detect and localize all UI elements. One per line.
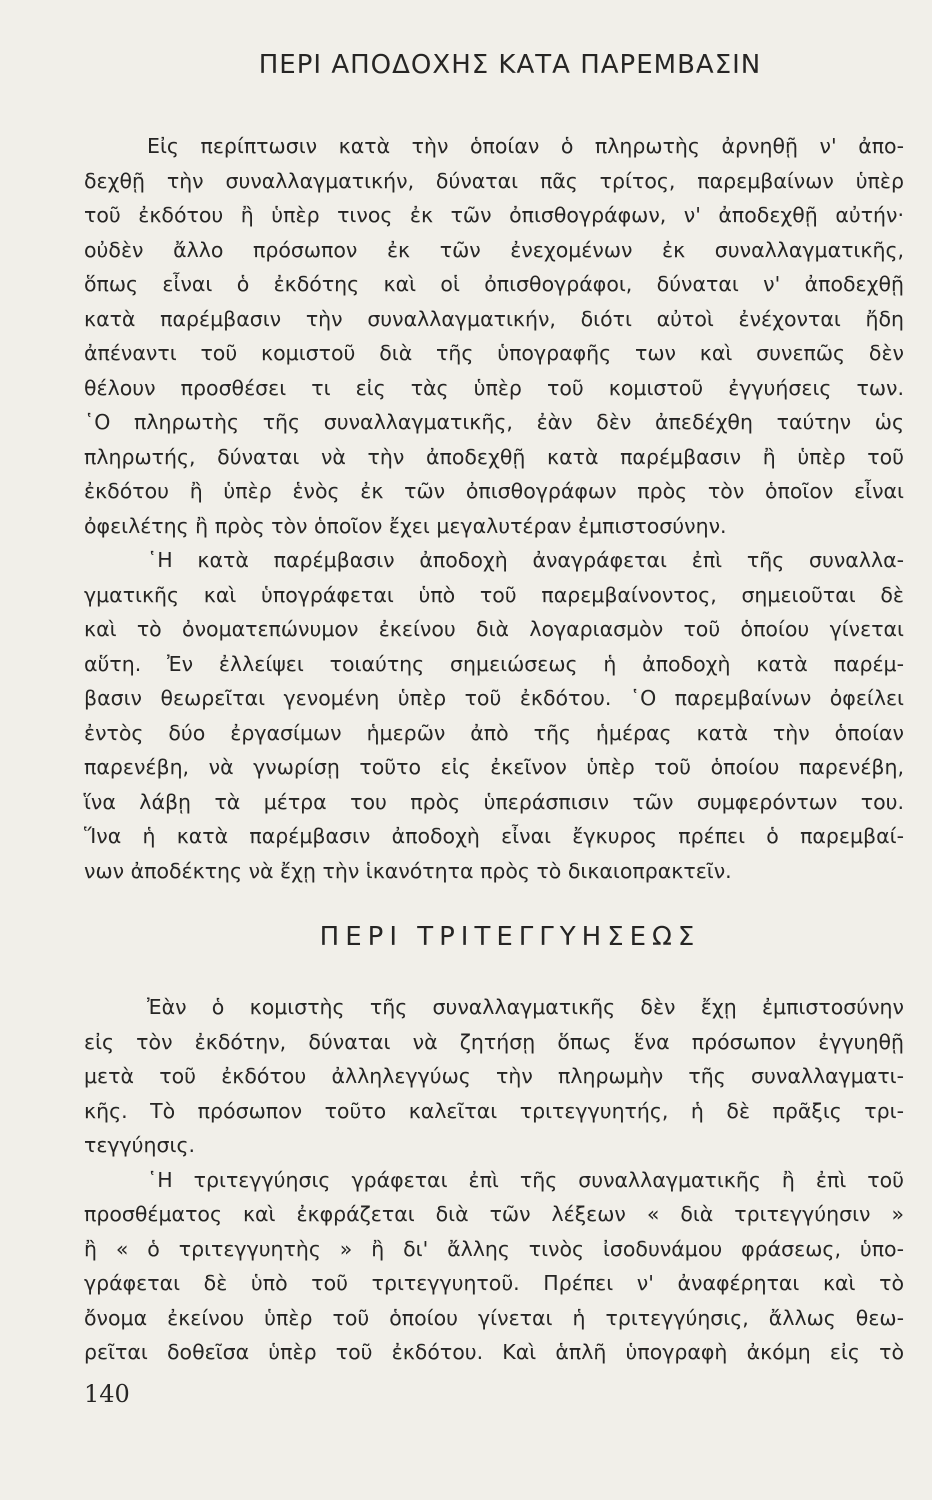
text-line: κῆς. Τὸ πρόσωπον τοῦτο καλεῖται τριτεγγυητής, ἡ δὲ πρᾶξις τρι- [84,1098,904,1123]
text-line: βασιν θεωρεῖται γενομένη ὑπὲρ τοῦ ἐκδότου. ῾Ο παρεμβαίνων ὀφείλει [84,686,904,710]
text-line: ἢ « ὁ τριτεγγυητὴς » ἢ δι' ἄλλης τινὸς ἰσοδυνάμου φράσεως, ὑπο- [84,1236,904,1261]
text-line: παρενέβη, νὰ γνωρίσῃ τοῦτο εἰς ἐκεῖνον ὑπὲρ τοῦ ὁποίου παρενέβη, [84,755,904,779]
text-line: τεγγύησις. [84,1133,196,1157]
text-line: Ἵνα ἡ κατὰ παρέμβασιν ἀποδοχὴ εἶναι ἔγκυρος πρέπει ὁ παρεμβαί- [84,824,904,848]
text-line: ῾Η κατὰ παρέμβασιν ἀποδοχὴ ἀναγράφεται ἐπὶ τῆς συναλλα- [147,548,904,572]
text-line: ἵνα λάβῃ τὰ μέτρα του πρὸς ὑπεράσπισιν τῶν συμφερόντων του. [84,789,904,814]
text-line: δεχθῇ τὴν συναλλαγματικήν, δύναται πᾶς τρίτος, παρεμβαίνων ὑπὲρ [84,168,904,193]
text-line: γματικῆς καὶ ὑπογράφεται ὑπὸ τοῦ παρεμβαίνοντος, σημειοῦται δὲ [84,582,904,607]
text-line: ρεῖται δοθεῖσα ὑπὲρ τοῦ ἐκδότου. Καὶ ἁπλῆ ὑπογραφὴ ἀκόμη εἰς τὸ [84,1340,904,1364]
text-line: ἐκδότου ἢ ὑπὲρ ἑνὸς ἐκ τῶν ὀπισθογράφων πρὸς τὸν ὁποῖον εἶναι [84,479,904,503]
text-line: οὐδὲν ἄλλο πρόσωπον ἐκ τῶν ἐνεχομένων ἐκ συναλλαγματικῆς, [84,237,904,262]
section-heading-acceptance: ΠΕΡΙ ΑΠΟΔΟΧΗΣ ΚΑΤΑ ΠΑΡΕΜΒΑΣΙΝ [258,50,762,80]
text-line: Εἰς περίπτωσιν κατὰ τὴν ὁποίαν ὁ πληρωτὴς ἀρνηθῇ ν' ἀπο- [147,134,904,158]
page-number: 140 [84,1380,130,1408]
text-line: νων ἀποδέκτης νὰ ἔχῃ τὴν ἱκανότητα πρὸς τὸ δικαιοπρακτεῖν. [84,858,732,883]
text-line: εἰς τὸν ἐκδότην, δύναται νὰ ζητήσῃ ὅπως ἕνα πρόσωπον ἐγγυηθῇ [84,1029,904,1054]
text-line: κατὰ παρέμβασιν τὴν συναλλαγματικήν, διότι αὐτοὶ ἐνέχονται ἤδη [84,306,904,331]
text-line: ῾Η τριτεγγύησις γράφεται ἐπὶ τῆς συναλλαγματικῆς ἢ ἐπὶ τοῦ [147,1167,904,1192]
text-line: γράφεται δὲ ὑπὸ τοῦ τριτεγγυητοῦ. Πρέπει ν' ἀναφέρηται καὶ τὸ [84,1271,904,1295]
text-line: τοῦ ἐκδότου ἢ ὑπὲρ τινος ἐκ τῶν ὀπισθογράφων, ν' ἀποδεχθῇ αὐτήν· [84,203,904,227]
text-line: Ἐὰν ὁ κομιστὴς τῆς συναλλαγματικῆς δὲν ἔχῃ ἐμπιστοσύνην [147,995,904,1019]
section-heading-guarantee: ΠΕΡΙ ΤΡΙΤΕΓΓΥΗΣΕΩΣ [319,922,701,952]
text-line: ὄνομα ἐκείνου ὑπὲρ τοῦ ὁποίου γίνεται ἡ τριτεγγύησις, ἄλλως θεω- [84,1305,904,1330]
text-line: ὀφειλέτης ἢ πρὸς τὸν ὁποῖον ἔχει μεγαλυτέραν ἐμπιστοσύνην. [84,513,727,538]
text-line: θέλουν προσθέσει τι εἰς τὰς ὑπὲρ τοῦ κομιστοῦ ἐγγυήσεις των. [84,375,904,400]
text-line: καὶ τὸ ὀνοματεπώνυμον ἐκείνου διὰ λογαριασμὸν τοῦ ὁποίου γίνεται [84,617,904,641]
text-line: ὅπως εἶναι ὁ ἐκδότης καὶ οἱ ὀπισθογράφοι, δύναται ν' ἀποδεχθῇ [84,272,904,296]
text-line: μετὰ τοῦ ἐκδότου ἀλληλεγγύως τὴν πληρωμὴν τῆς συναλλαγματι- [84,1064,904,1088]
text-line: ἀπέναντι τοῦ κομιστοῦ διὰ τῆς ὑπογραφῆς των καὶ συνεπῶς δὲν [84,341,904,365]
text-line: ἐντὸς δύο ἐργασίμων ἡμερῶν ἀπὸ τῆς ἡμέρας κατὰ τὴν ὁποίαν [84,720,904,745]
text-line: αὕτη. Ἐν ἐλλείψει τοιαύτης σημειώσεως ἡ ἀποδοχὴ κατὰ παρέμ- [84,651,904,676]
text-line: προσθέματος καὶ ἐκφράζεται διὰ τῶν λέξεων « διὰ τριτεγγύησιν » [84,1202,904,1226]
text-line: πληρωτής, δύναται νὰ τὴν ἀποδεχθῇ κατὰ παρέμβασιν ἢ ὑπὲρ τοῦ [84,444,904,469]
text-line: ῾Ο πληρωτὴς τῆς συναλλαγματικῆς, ἐὰν δὲν ἀπεδέχθη ταύτην ὡς [84,410,904,434]
